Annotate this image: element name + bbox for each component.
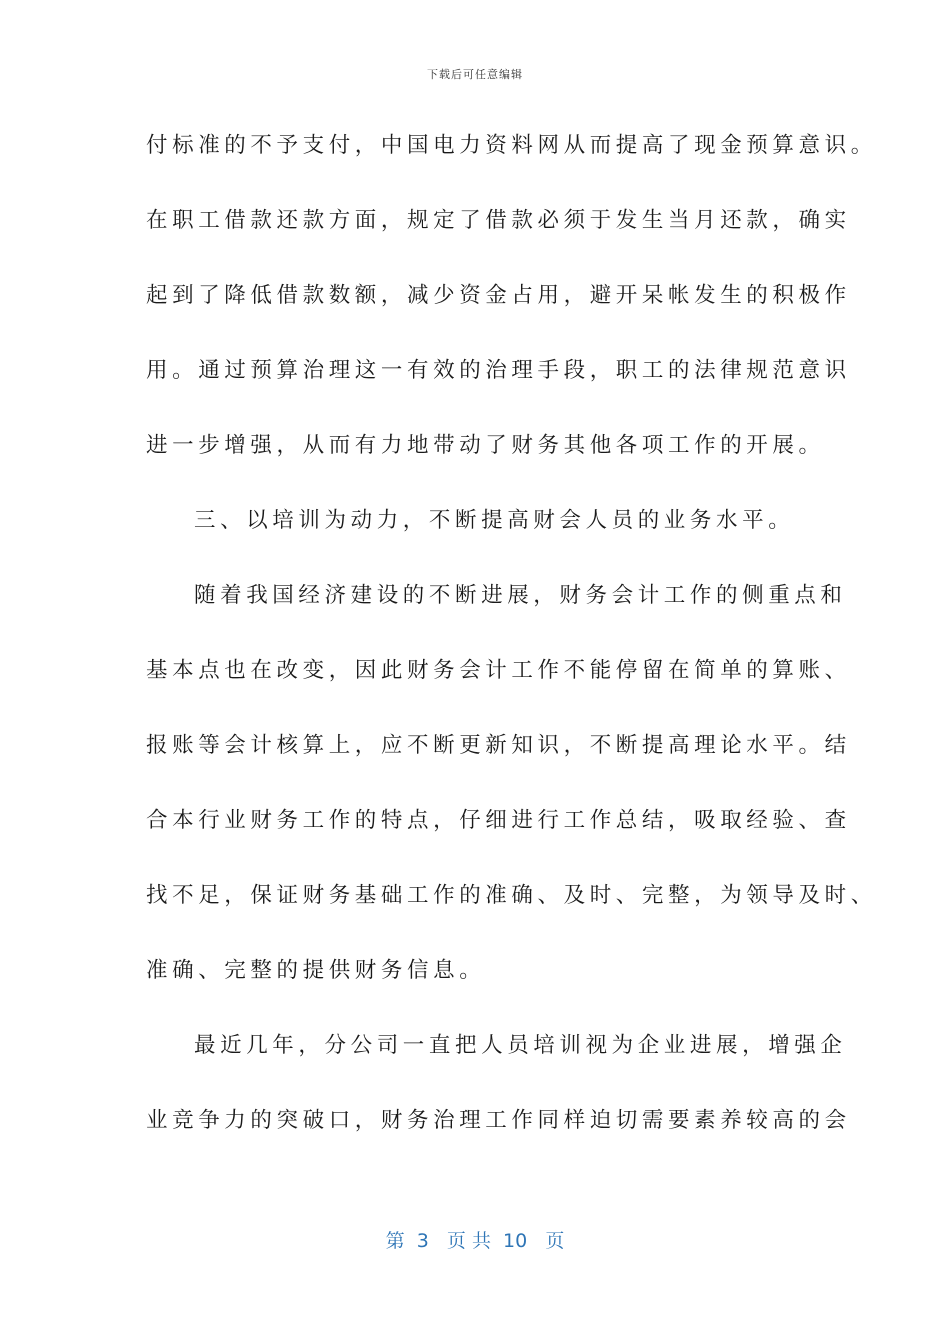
text-line: 准确、完整的提供财务信息。 xyxy=(146,958,486,983)
body-text xyxy=(146,124,877,1174)
text-line: 起到了降低借款数额，减少资金占用，避开呆帐发生的积极作 xyxy=(146,283,851,308)
text-line: 找不足，保证财务基础工作的准确、及时、完整，为领导及时、 xyxy=(146,883,877,908)
header-note: 下载后可任意编辑 xyxy=(427,68,523,81)
paragraph-start-line: 随着我国经济建设的不断进展，财务会计工作的侧重点和 xyxy=(194,583,847,608)
page-number-footer: 第 3 页 共 10 页 xyxy=(385,1230,565,1252)
text-line: 基本点也在改变，因此财务会计工作不能停留在简单的算账、 xyxy=(146,658,851,683)
section-heading: 三、以培训为动力，不断提高财会人员的业务水平。 xyxy=(194,508,795,533)
text-line: 在职工借款还款方面，规定了借款必须于发生当月还款，确实 xyxy=(146,208,851,233)
text-line: 报账等会计核算上，应不断更新知识，不断提高理论水平。结 xyxy=(146,733,851,758)
paragraph-start-line: 最近几年，分公司一直把人员培训视为企业进展，增强企 xyxy=(194,1033,847,1058)
text-line: 业竞争力的突破口，财务治理工作同样迫切需要素养较高的会 xyxy=(146,1108,851,1133)
text-line: 付标准的不予支付，中国电力资料网从而提高了现金预算意识。 xyxy=(146,133,877,158)
text-line: 进一步增强，从而有力地带动了财务其他各项工作的开展。 xyxy=(146,433,825,458)
text-line: 合本行业财务工作的特点，仔细进行工作总结，吸取经验、查 xyxy=(146,808,851,833)
text-line: 用。通过预算治理这一有效的治理手段，职工的法律规范意识 xyxy=(146,358,851,383)
